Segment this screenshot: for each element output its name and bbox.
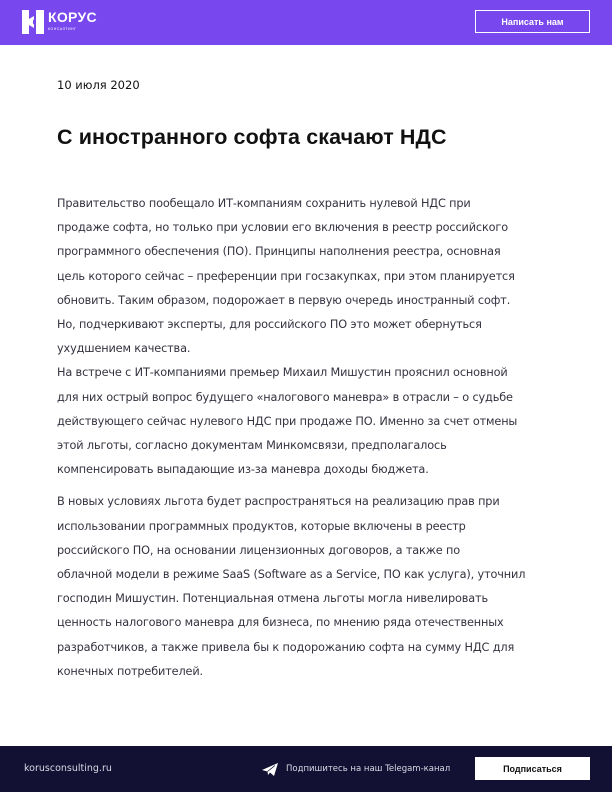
text-line: программного обеспечения (ПО). Принципы наполнения реестра, основная xyxy=(57,245,501,259)
text-line: цель которого сейчас – преференции при госзакупках, при этом планируется xyxy=(57,269,515,283)
article-paragraph-1 xyxy=(57,192,557,361)
telegram-subscribe-text[interactable]: Подпишитесь на наш Telegam-канал xyxy=(286,764,451,774)
text-line: На встрече с ИТ-компаниями премьер Михаил Мишустин прояснил основной xyxy=(57,366,508,380)
telegram-paper-plane-icon[interactable] xyxy=(262,763,278,776)
text-line: для них острый вопрос будущего «налогового маневра» в отрасли – о судьбе xyxy=(57,390,513,404)
text-line: продаже софта, но только при условии его включения в реестр российского xyxy=(57,221,508,235)
article-paragraph-2 xyxy=(57,361,557,482)
korus-logo-icon xyxy=(22,10,44,34)
logo-subtitle: КОНСАЛТИНГ xyxy=(48,27,77,31)
korus-logo[interactable] xyxy=(22,10,97,34)
text-line: действующего сейчас нулевого НДС при продаже ПО. Именно за счет отмены xyxy=(57,414,518,428)
article-body xyxy=(57,192,557,684)
site-header xyxy=(0,0,612,45)
write-to-us-button[interactable]: Написать нам xyxy=(475,10,590,33)
text-line: разработчиков, а также привела бы к подорожанию софта на сумму НДС для xyxy=(57,640,515,654)
text-line: ухудшением качества. xyxy=(57,342,191,356)
text-line: конечных потребителей. xyxy=(57,664,203,678)
text-line: В новых условиях льгота будет распространяться на реализацию прав при xyxy=(57,495,500,509)
text-line: господин Мишустин. Потенциальная отмена льготы могла нивелировать xyxy=(57,592,488,606)
text-line: этой льготы, согласно документам Минкомсвязи, предполагалось xyxy=(57,439,447,453)
text-line: использовании программных продуктов, которые включены в реестр xyxy=(57,519,466,533)
text-line: компенсировать выпадающие из-за маневра доходы бюджета. xyxy=(57,463,429,477)
logo-name: КОРУС xyxy=(48,9,97,25)
text-line: облачной модели в режиме SaaS (Software as a Service, ПО как услуга), уточнил xyxy=(57,568,526,582)
site-link[interactable]: korusconsulting.ru xyxy=(24,763,112,774)
text-line: Но, подчеркивают эксперты, для российского ПО это может обернуться xyxy=(57,318,482,332)
article-date: 10 июля 2020 xyxy=(57,78,140,92)
text-line: обновить. Таким образом, подорожает в первую очередь иностранный софт. xyxy=(57,293,511,307)
text-line: ценность налогового маневра для бизнеса, по мнению ряда отечественных xyxy=(57,616,504,630)
article-title: С иностранного софта скачают НДС xyxy=(57,125,447,149)
site-footer xyxy=(0,746,612,792)
text-line: Правительство пообещало ИТ-компаниям сохранить нулевой НДС при xyxy=(57,197,471,210)
article-paragraph-3 xyxy=(57,490,557,684)
subscribe-button[interactable]: Подписаться xyxy=(475,757,590,780)
text-line: российского ПО, на основании лицензионных договоров, а также по xyxy=(57,543,460,557)
